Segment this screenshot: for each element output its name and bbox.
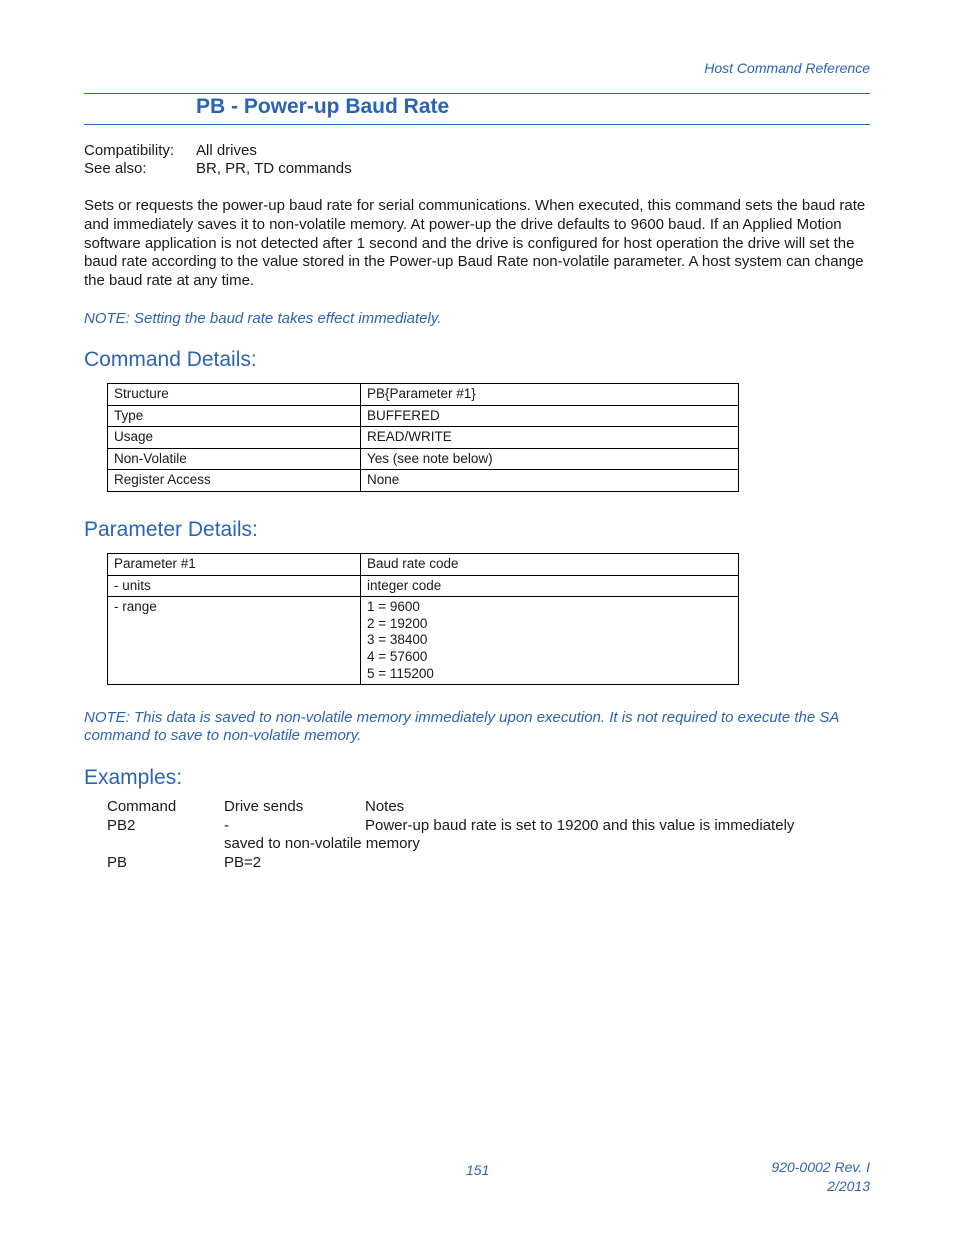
table-row [108, 448, 739, 470]
example-notes: Power-up baud rate is set to 19200 and this value is immediately [365, 817, 795, 834]
row-label: Parameter #1 [108, 554, 361, 576]
title-top-rule [84, 93, 870, 94]
range-value: 1 = 9600 [367, 599, 420, 615]
range-values [361, 597, 739, 685]
title-bottom-rule [84, 124, 870, 125]
example-command: PB [107, 854, 128, 871]
page-title: PB - Power-up Baud Rate [196, 95, 450, 118]
parameter-details-heading: Parameter Details: [84, 518, 258, 541]
row-label: Register Access [108, 470, 361, 492]
see-also-row [84, 160, 352, 178]
row-value: READ/WRITE [361, 427, 739, 449]
example-drive-sends: - [224, 817, 229, 834]
examples-heading: Examples: [84, 766, 183, 789]
row-value: Yes (see note below) [361, 448, 739, 470]
row-label: Structure [108, 384, 361, 406]
compatibility-label: Compatibility: [84, 142, 175, 159]
examples-col-notes: Notes [365, 798, 405, 815]
description-paragraph: Sets or requests the power-up baud rate for serial communications. When executed, this command sets the baud rate and immediately saves it to non-volatile memory. At power-up the drive defaults to 9600 baud. If an Applied Motion software application is not detected after 1 second and the drive is configured for host operation the drive will set the baud rate according to the value stored in the Power-up Baud Rate non-volatile parameter. A host system can change the baud rate at any time. [84, 197, 866, 290]
range-value: 2 = 19200 [367, 615, 428, 631]
see-also-label: See also: [84, 160, 147, 177]
row-label: Non-Volatile [108, 448, 361, 470]
example-command: PB2 [107, 817, 136, 834]
parameter-details-table [107, 553, 739, 685]
table-row [108, 575, 739, 597]
table-row [108, 597, 739, 685]
compatibility-row [84, 142, 257, 160]
table-row [108, 384, 739, 406]
examples-col-drive: Drive sends [224, 798, 304, 815]
page-number: 151 [466, 1162, 490, 1178]
table-row [108, 470, 739, 492]
document-id [771, 1158, 870, 1196]
row-label: - range [108, 597, 361, 685]
row-label: Usage [108, 427, 361, 449]
row-value: PB{Parameter #1} [361, 384, 739, 406]
examples-col-command: Command [107, 798, 177, 815]
command-details-table [107, 383, 739, 492]
row-value: integer code [361, 575, 739, 597]
range-value: 3 = 38400 [367, 632, 428, 648]
see-also-value: BR, PR, TD commands [196, 160, 352, 177]
range-value: 4 = 57600 [367, 648, 428, 664]
table-row [108, 427, 739, 449]
running-header: Host Command Reference [704, 60, 870, 76]
compatibility-value: All drives [196, 142, 257, 159]
table-row [108, 554, 739, 576]
row-value: None [361, 470, 739, 492]
doc-date: 2/2013 [827, 1178, 870, 1194]
row-label: - units [108, 575, 361, 597]
example-notes-continued: saved to non-volatile memory [224, 835, 420, 852]
row-value: Baud rate code [361, 554, 739, 576]
range-value: 5 = 115200 [367, 665, 434, 681]
row-value: BUFFERED [361, 405, 739, 427]
note-immediate: NOTE: Setting the baud rate takes effect immediately. [84, 310, 442, 327]
row-label: Type [108, 405, 361, 427]
command-details-heading: Command Details: [84, 348, 257, 371]
table-row [108, 405, 739, 427]
example-drive-sends: PB=2 [224, 854, 262, 871]
note-non-volatile: NOTE: This data is saved to non-volatile memory immediately upon execution. It is not required to execute the SA command to save to non-volatile memory. [84, 709, 839, 744]
doc-number: 920-0002 Rev. I [771, 1159, 870, 1175]
